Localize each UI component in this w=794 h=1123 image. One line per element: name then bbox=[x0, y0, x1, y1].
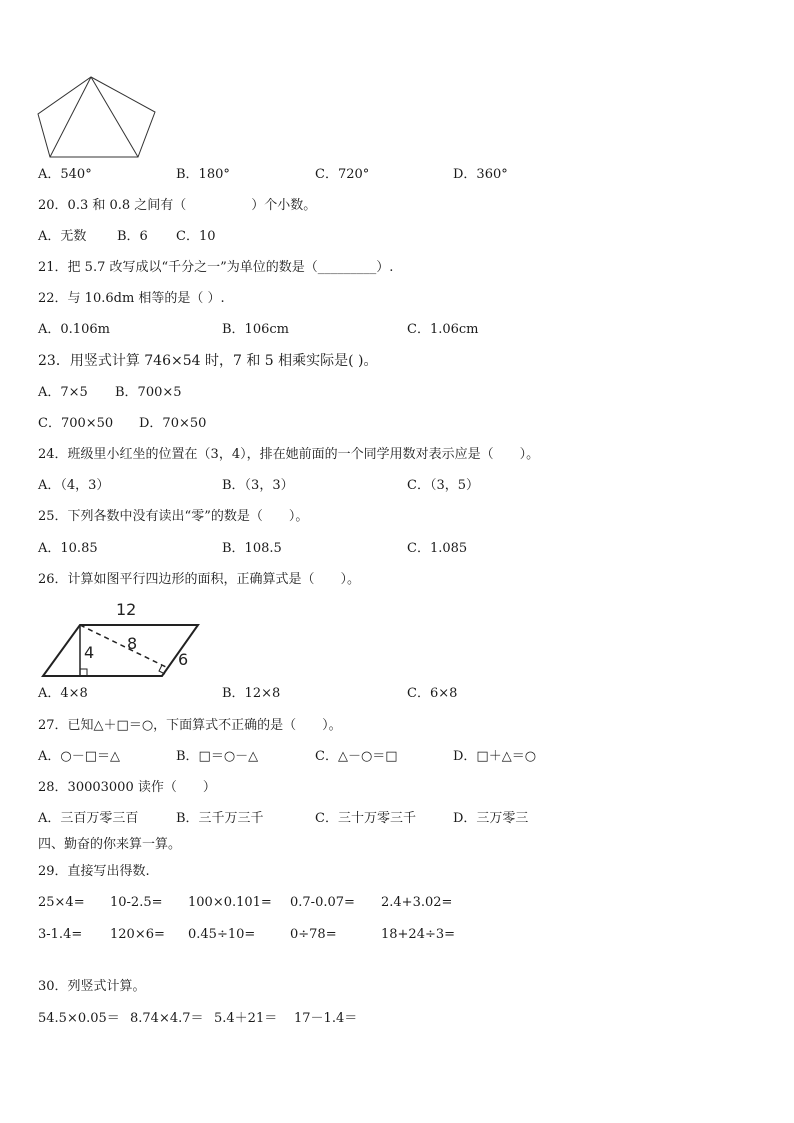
q30-expr-1: 54.5×0.05＝ bbox=[38, 1011, 120, 1026]
q26-option-c[interactable]: C．6×8 bbox=[407, 686, 458, 701]
pentagon-diagonal-1 bbox=[50, 77, 91, 157]
figure-label-diagonal: 8 bbox=[127, 634, 138, 653]
q29-expr-9: 0÷78= bbox=[290, 927, 337, 942]
q24-stem: 24．班级里小红坐的位置在（3，4），排在她前面的一个同学用数对表示应是（ ）。 bbox=[38, 447, 540, 462]
q23-option-b[interactable]: B．700×5 bbox=[115, 385, 182, 400]
q20-option-b[interactable]: B．6 bbox=[117, 229, 148, 244]
q26-stem: 26．计算如图平行四边形的面积，正确算式是（ ）。 bbox=[38, 572, 361, 587]
q24-option-b[interactable]: B．（3，3） bbox=[222, 478, 294, 493]
q22-option-b[interactable]: B．106cm bbox=[222, 322, 289, 337]
q22-stem: 22．与 10.6dm 相等的是（ ）. bbox=[38, 291, 225, 306]
section-4-title: 四、勤奋的你来算一算。 bbox=[38, 837, 182, 852]
parallelogram-figure bbox=[38, 598, 208, 680]
q30-stem: 30．列竖式计算。 bbox=[38, 979, 146, 994]
q27-stem: 27．已知△＋□＝○，下面算式不正确的是（ ）。 bbox=[38, 718, 342, 733]
right-angle-mark bbox=[80, 669, 87, 676]
q28-option-a[interactable]: A．三百万零三百 bbox=[38, 811, 139, 826]
parallelogram-outline bbox=[43, 625, 198, 676]
q30-expr-4: 17－1.4＝ bbox=[294, 1011, 358, 1026]
q29-stem: 29．直接写出得数. bbox=[38, 864, 150, 879]
q29-expr-3: 100×0.101= bbox=[188, 895, 272, 910]
q25-option-b[interactable]: B．108.5 bbox=[222, 541, 282, 556]
q22-option-c[interactable]: C．1.06cm bbox=[407, 322, 479, 337]
q20-option-a[interactable]: A．无数 bbox=[38, 229, 87, 244]
q19-option-a[interactable]: A．540° bbox=[38, 167, 92, 182]
q24-option-c[interactable]: C．（3，5） bbox=[407, 478, 479, 493]
pentagon-diagonal-2 bbox=[91, 77, 138, 157]
q27-option-c[interactable]: C．△－○＝□ bbox=[315, 749, 398, 764]
q26-option-b[interactable]: B．12×8 bbox=[222, 686, 281, 701]
q29-expr-7: 120×6= bbox=[110, 927, 165, 942]
q29-expr-2: 10-2.5= bbox=[110, 895, 163, 910]
pentagon-figure bbox=[34, 74, 160, 160]
figure-label-top: 12 bbox=[116, 600, 137, 619]
q25-option-c[interactable]: C．1.085 bbox=[407, 541, 468, 556]
q19-option-b[interactable]: B．180° bbox=[176, 167, 230, 182]
q27-option-a[interactable]: A．○－□＝△ bbox=[38, 749, 121, 764]
q28-option-b[interactable]: B．三千万三千 bbox=[176, 811, 264, 826]
q25-option-a[interactable]: A．10.85 bbox=[38, 541, 98, 556]
q30-expr-3: 5.4＋21＝ bbox=[214, 1011, 278, 1026]
figure-label-height: 4 bbox=[84, 643, 95, 662]
q29-expr-10: 18+24÷3= bbox=[381, 927, 456, 942]
q21-stem: 21．把 5.7 改写成以“千分之一”为单位的数是（_________）. bbox=[38, 260, 394, 275]
q30-expr-2: 8.74×4.7＝ bbox=[130, 1011, 204, 1026]
q20-option-c[interactable]: C．10 bbox=[176, 229, 216, 244]
q28-stem: 28．30003000 读作（ ） bbox=[38, 780, 216, 795]
q19-option-d[interactable]: D．360° bbox=[453, 167, 508, 182]
figure-label-side: 6 bbox=[178, 650, 189, 669]
q20-stem: 20．0.3 和 0.8 之间有（ ）个小数。 bbox=[38, 198, 317, 213]
q29-expr-4: 0.7-0.07= bbox=[290, 895, 355, 910]
q29-expr-1: 25×4= bbox=[38, 895, 85, 910]
q29-expr-5: 2.4+3.02= bbox=[381, 895, 453, 910]
q29-expr-6: 3-1.4= bbox=[38, 927, 83, 942]
q23-option-c[interactable]: C．700×50 bbox=[38, 416, 114, 431]
q25-stem: 25．下列各数中没有读出“零”的数是（ ）。 bbox=[38, 509, 309, 524]
q22-option-a[interactable]: A．0.106m bbox=[38, 322, 110, 337]
q27-option-d[interactable]: D．□＋△＝○ bbox=[453, 749, 537, 764]
q24-option-a[interactable]: A．（4，3） bbox=[38, 478, 110, 493]
q27-option-b[interactable]: B．□＝○－△ bbox=[176, 749, 259, 764]
q19-option-c[interactable]: C．720° bbox=[315, 167, 370, 182]
q26-option-a[interactable]: A．4×8 bbox=[38, 686, 88, 701]
q28-option-c[interactable]: C．三十万零三千 bbox=[315, 811, 416, 826]
q23-stem: 23．用竖式计算 746×54 时，7 和 5 相乘实际是( )。 bbox=[38, 353, 378, 369]
q23-option-d[interactable]: D．70×50 bbox=[139, 416, 207, 431]
q28-option-d[interactable]: D．三万零三 bbox=[453, 811, 529, 826]
q23-option-a[interactable]: A．7×5 bbox=[38, 385, 88, 400]
pentagon-outline bbox=[38, 77, 155, 157]
q29-expr-8: 0.45÷10= bbox=[188, 927, 256, 942]
